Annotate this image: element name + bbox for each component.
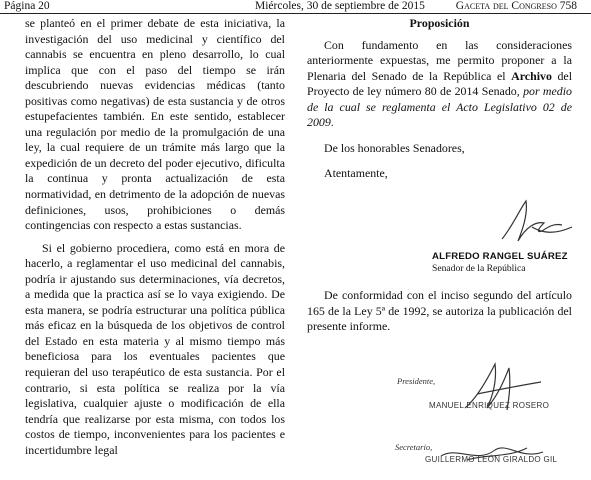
signer-name: ALFREDO RANGEL SUÁREZ bbox=[432, 251, 568, 262]
left-column bbox=[25, 16, 285, 458]
proposal-text-mid: del Proyecto de ley número 80 de 2014 Senado, bbox=[307, 68, 573, 99]
publication-title: Gaceta del Congreso 758 bbox=[455, 0, 577, 12]
left-paragraph-2: Si el gobierno procediera, como está en mora de hacerlo, a reglamentar el uso medicinal del cannabis, podría ir ajustando sus determinaciones, vía decretos, a medida que la practica así se lo vaya exigiendo. De esta manera, se podría estructurar una política pública más eficaz en la búsqueda de los objetivos de control del Estado en esta materia y al mismo tiempo más beneficiosa para los eventuales pacientes que requieran del uso terapéutico de esta sustancia. Por el contrario, si esta política se realiza por la vía legislativa, cualquier ajuste o modificación de ella tendría que realizarse por esta misma, con todos los costos de tiempo, inconvenientes para los pacientes e incertidumbre legal bbox=[25, 240, 285, 457]
senator-signature-icon bbox=[492, 197, 582, 247]
closing-line: Atentamente, bbox=[324, 166, 388, 181]
signer-role: Senador de la República bbox=[432, 263, 526, 274]
conformity-paragraph: De conformidad con el inciso segundo del artículo 165 de la Ley 5ª de 1992, se autoriza la publicación del presente informe. bbox=[307, 288, 572, 334]
senator-signature-block bbox=[307, 195, 572, 274]
proposal-text-start: Con fundamento en las consideraciones anteriormente expuestas, me permito proponer a la Plenaria del Senado de la República el bbox=[307, 37, 572, 83]
page-number: Página 20 bbox=[4, 0, 50, 12]
president-name: MANUEL ENRIQUEZ ROSERO bbox=[429, 401, 550, 410]
secretary-name: GUILLERMO LEÓN GIRALDO GIL bbox=[425, 455, 558, 464]
president-label: Presidente, bbox=[397, 376, 436, 386]
proposal-text-italic: por medio de la cual se reglamenta el Acto Legislativo 02 de 2009 bbox=[307, 84, 572, 130]
secretary-label: Secretario, bbox=[395, 442, 433, 452]
right-column bbox=[307, 16, 573, 464]
left-paragraph-1: se planteó en el primer debate de esta iniciativa, la investigación del uso medicinal y científico del cannabis se encuentra en pleno desarrollo, lo cual implica que con el paso del tiempo se irán descubriendo nuevas evidencias médicas (tanto positivas como negativas) de esta sustancia y de otros estupefacientes también. En este sentido, establecer una regulación por medio de la promulgación de una ley, la cual requiere de un trámite más largo que la expedición de un decreto del poder ejecutivo, dificulta la continua y pronta actualización de esta normatividad, en detrimento de la adopción de nuevas definiciones, usos, prohibiciones o demás contingencias con respecto a estas sustancias. bbox=[25, 16, 285, 233]
proposal-text-bold: Archivo bbox=[511, 68, 552, 83]
proposal-heading: Proposición bbox=[409, 16, 470, 30]
proposal-text-end: . bbox=[330, 115, 334, 130]
page-header bbox=[0, 0, 591, 14]
authority-signatures bbox=[307, 356, 587, 480]
issue-date: Miércoles, 30 de septiembre de 2015 bbox=[255, 0, 425, 12]
greeting-line: De los honorables Senadores, bbox=[324, 140, 465, 155]
proposal-paragraph bbox=[307, 38, 572, 131]
header-rule bbox=[0, 13, 591, 14]
